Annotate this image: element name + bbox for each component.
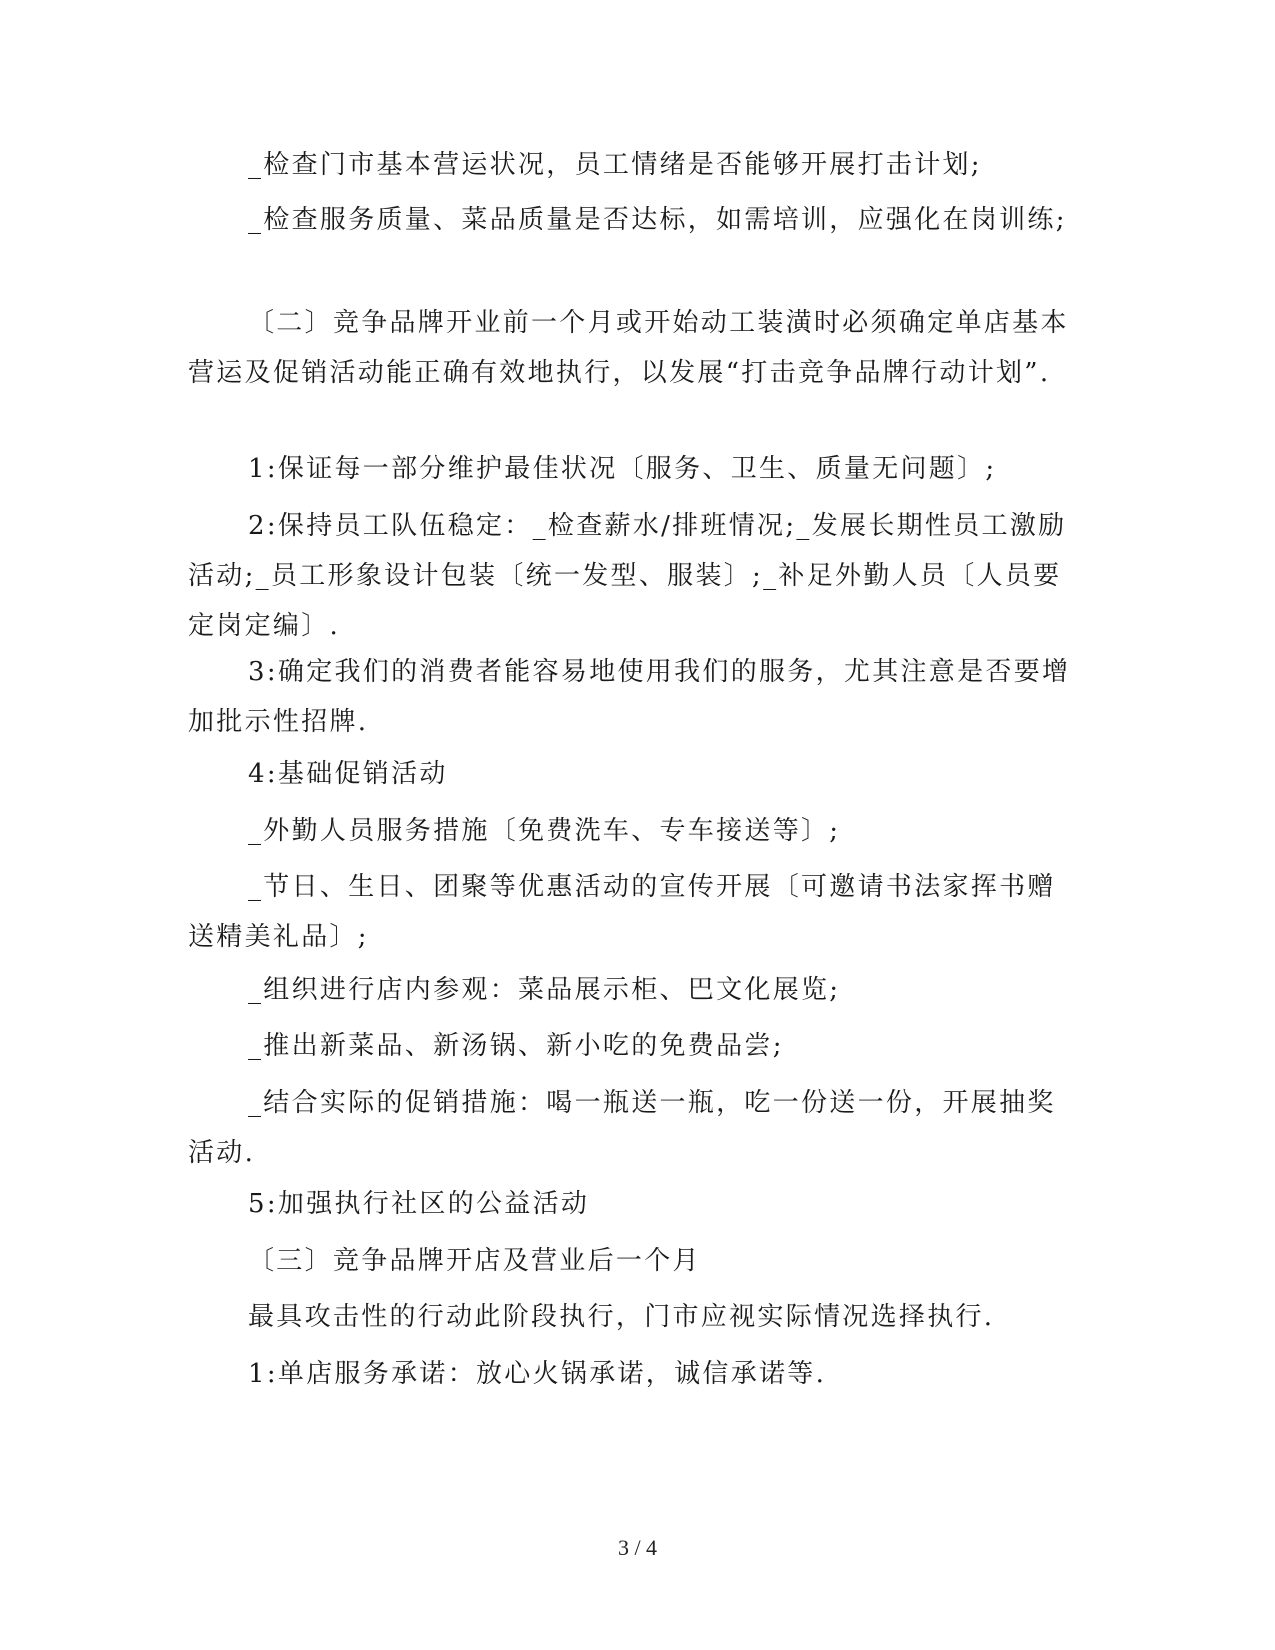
paragraph-item-4-promotion: 4:基础促销活动 [248, 759, 448, 789]
paragraph-promo-store-visit: _组织进行店内参观：菜品展示柜、巴文化展览; [248, 975, 841, 1005]
paragraph-section-two-heading: 〔二〕竞争品牌开业前一个月或开始动工装潢时必须确定单店基本营运及促销活动能正确有效地执行，以发展“打击竞争品牌行动计划”. [188, 308, 1069, 388]
page-number: 3 / 4 [617, 1535, 658, 1560]
paragraph-item-5-community: 5:加强执行社区的公益活动 [248, 1189, 590, 1219]
paragraph-aggressive-actions: 最具攻击性的行动此阶段执行，门市应视实际情况选择执行. [248, 1302, 995, 1332]
paragraph-item-3-consumers: 3:确定我们的消费者能容易地使用我们的服务，尤其注意是否要增加批示性招牌. [188, 657, 1071, 737]
paragraph-check-service-quality: _检查服务质量、菜品质量是否达标，如需培训，应强化在岗训练; [248, 205, 1067, 235]
paragraph-item-2-staff: 2:保持员工队伍稳定：_检查薪水/排班情况;_发展长期性员工激励活动;_员工形象设计包装〔统一发型、服装〕;_补足外勤人员〔人员要定岗定编〕. [188, 511, 1067, 641]
paragraph-service-promise: 1:单店服务承诺：放心火锅承诺，诚信承诺等. [248, 1359, 827, 1389]
paragraph-promo-outdoor-service: _外勤人员服务措施〔免费洗车、专车接送等〕; [248, 816, 841, 846]
paragraph-check-store-operation: _检查门市基本营运状况，员工情绪是否能够开展打击计划; [248, 150, 982, 180]
paragraph-item-1-maintain: 1:保证每一部分维护最佳状况〔服务、卫生、质量无问题〕; [248, 454, 997, 484]
paragraph-promo-holidays: _节日、生日、团聚等优惠活动的宣传开展〔可邀请书法家挥书赠送精美礼品〕; [188, 872, 1056, 952]
paragraph-promo-free-tasting: _推出新菜品、新汤锅、新小吃的免费品尝; [248, 1031, 784, 1061]
paragraph-promo-practical: _结合实际的促销措施：喝一瓶送一瓶，吃一份送一份，开展抽奖活动. [188, 1088, 1056, 1168]
paragraph-section-three-heading: 〔三〕竞争品牌开店及营业后一个月 [248, 1246, 701, 1276]
